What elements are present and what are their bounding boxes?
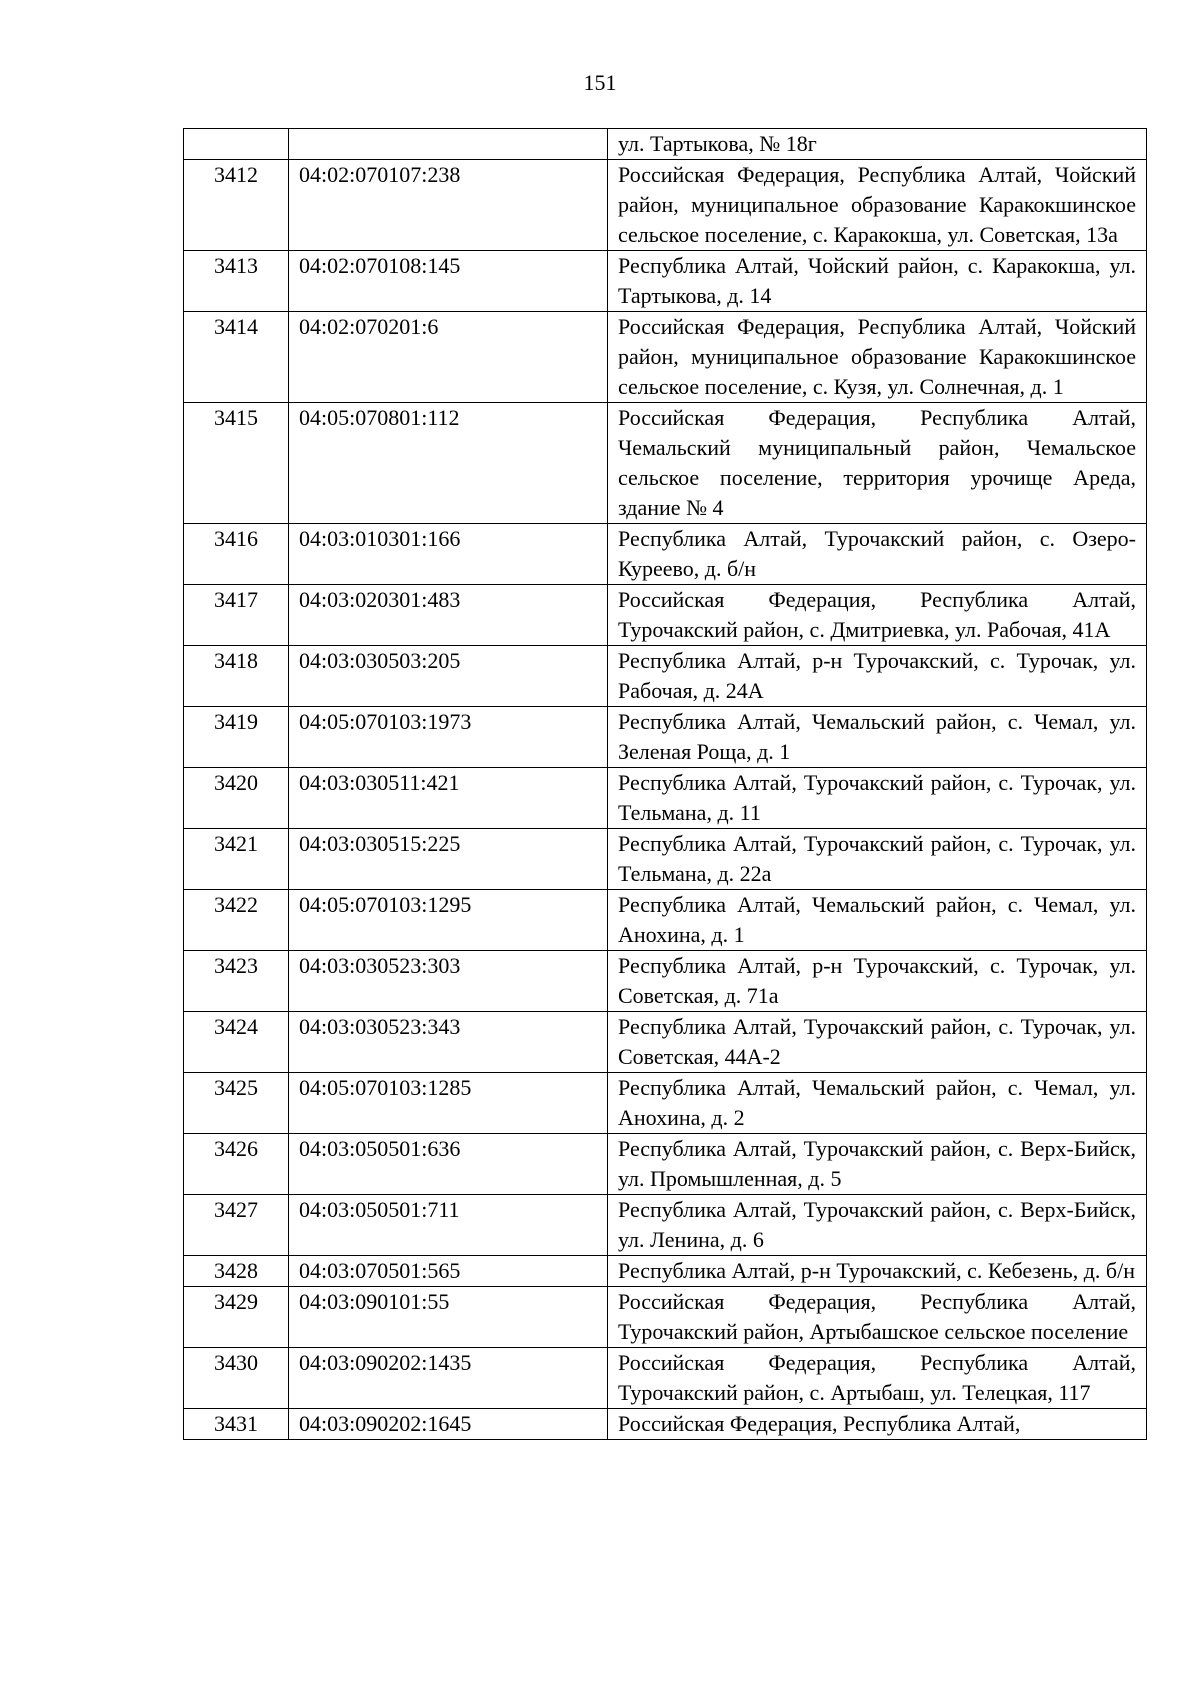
row-number-cell: 3414 bbox=[184, 312, 289, 403]
table-row bbox=[184, 1195, 1147, 1256]
address-cell: Республика Алтай, р-н Турочакский, с. Турочак, ул. Рабочая, д. 24А bbox=[608, 646, 1147, 707]
table-row bbox=[184, 1012, 1147, 1073]
cadastral-number-cell: 04:05:070103:1973 bbox=[289, 707, 608, 768]
cadastral-number-cell: 04:05:070801:112 bbox=[289, 403, 608, 524]
registry-table bbox=[183, 128, 1147, 1440]
table-row bbox=[184, 1073, 1147, 1134]
cadastral-number-cell: 04:03:030515:225 bbox=[289, 829, 608, 890]
address-cell: Российская Федерация, Республика Алтай, Турочакский район, с. Артыбаш, ул. Телецкая, 117 bbox=[608, 1348, 1147, 1409]
address-cell: Республика Алтай, Чемальский район, с. Чемал, ул. Анохина, д. 2 bbox=[608, 1073, 1147, 1134]
address-cell: Российская Федерация, Республика Алтай, Турочакский район, с. Дмитриевка, ул. Рабочая, 41А bbox=[608, 585, 1147, 646]
row-number-cell: 3428 bbox=[184, 1256, 289, 1287]
address-cell: Республика Алтай, Турочакский район, с. Верх-Бийск, ул. Ленина, д. 6 bbox=[608, 1195, 1147, 1256]
address-cell: Республика Алтай, Турочакский район, с. Турочак, ул. Тельмана, д. 22а bbox=[608, 829, 1147, 890]
cadastral-number-cell: 04:03:090202:1645 bbox=[289, 1409, 608, 1440]
cadastral-number-cell: 04:03:030523:343 bbox=[289, 1012, 608, 1073]
table-row bbox=[184, 251, 1147, 312]
cadastral-number-cell bbox=[289, 129, 608, 160]
row-number-cell: 3431 bbox=[184, 1409, 289, 1440]
row-number-cell bbox=[184, 129, 289, 160]
address-cell: Республика Алтай, р-н Турочакский, с. Турочак, ул. Советская, д. 71а bbox=[608, 951, 1147, 1012]
table-row bbox=[184, 707, 1147, 768]
table-row bbox=[184, 1256, 1147, 1287]
address-cell: Российская Федерация, Республика Алтай, bbox=[608, 1409, 1147, 1440]
table-row bbox=[184, 768, 1147, 829]
row-number-cell: 3427 bbox=[184, 1195, 289, 1256]
table-row bbox=[184, 160, 1147, 251]
address-cell: Российская Федерация, Республика Алтай, Чойский район, муниципальное образование Каракокшинское сельское поселение, с. Каракокша, ул. Советская, 13а bbox=[608, 160, 1147, 251]
cadastral-number-cell: 04:03:070501:565 bbox=[289, 1256, 608, 1287]
cadastral-number-cell: 04:05:070103:1285 bbox=[289, 1073, 608, 1134]
table-row bbox=[184, 890, 1147, 951]
table-row bbox=[184, 585, 1147, 646]
table-row bbox=[184, 951, 1147, 1012]
table-row bbox=[184, 1134, 1147, 1195]
address-cell: Российская Федерация, Республика Алтай, Чойский район, муниципальное образование Каракокшинское сельское поселение, с. Кузя, ул. Солнечная, д. 1 bbox=[608, 312, 1147, 403]
table-row bbox=[184, 646, 1147, 707]
row-number-cell: 3419 bbox=[184, 707, 289, 768]
row-number-cell: 3422 bbox=[184, 890, 289, 951]
row-number-cell: 3417 bbox=[184, 585, 289, 646]
cadastral-number-cell: 04:03:050501:636 bbox=[289, 1134, 608, 1195]
row-number-cell: 3426 bbox=[184, 1134, 289, 1195]
row-number-cell: 3429 bbox=[184, 1287, 289, 1348]
cadastral-number-cell: 04:03:020301:483 bbox=[289, 585, 608, 646]
cadastral-number-cell: 04:03:030523:303 bbox=[289, 951, 608, 1012]
table-row bbox=[184, 129, 1147, 160]
table-row bbox=[184, 1348, 1147, 1409]
address-cell: Республика Алтай, Турочакский район, с. Турочак, ул. Советская, 44А-2 bbox=[608, 1012, 1147, 1073]
row-number-cell: 3413 bbox=[184, 251, 289, 312]
address-cell: Российская Федерация, Республика Алтай, Чемальский муниципальный район, Чемальское сельское поселение, территория урочище Ареда, здание № 4 bbox=[608, 403, 1147, 524]
page-number: 151 bbox=[583, 70, 617, 95]
table-row bbox=[184, 312, 1147, 403]
row-number-cell: 3425 bbox=[184, 1073, 289, 1134]
table-row bbox=[184, 524, 1147, 585]
address-cell: Республика Алтай, Турочакский район, с. Верх-Бийск, ул. Промышленная, д. 5 bbox=[608, 1134, 1147, 1195]
table-row bbox=[184, 403, 1147, 524]
cadastral-number-cell: 04:05:070103:1295 bbox=[289, 890, 608, 951]
registry-table-body bbox=[184, 129, 1147, 1440]
row-number-cell: 3430 bbox=[184, 1348, 289, 1409]
address-cell: Республика Алтай, р-н Турочакский, с. Кебезень, д. б/н bbox=[608, 1256, 1147, 1287]
row-number-cell: 3423 bbox=[184, 951, 289, 1012]
cadastral-number-cell: 04:03:010301:166 bbox=[289, 524, 608, 585]
table-row bbox=[184, 1287, 1147, 1348]
cadastral-number-cell: 04:03:030511:421 bbox=[289, 768, 608, 829]
address-cell: Республика Алтай, Турочакский район, с. Турочак, ул. Тельмана, д. 11 bbox=[608, 768, 1147, 829]
row-number-cell: 3418 bbox=[184, 646, 289, 707]
row-number-cell: 3421 bbox=[184, 829, 289, 890]
cadastral-number-cell: 04:03:050501:711 bbox=[289, 1195, 608, 1256]
address-cell: Республика Алтай, Чемальский район, с. Чемал, ул. Зеленая Роща, д. 1 bbox=[608, 707, 1147, 768]
address-cell: Республика Алтай, Чойский район, с. Каракокша, ул. Тартыкова, д. 14 bbox=[608, 251, 1147, 312]
cadastral-number-cell: 04:02:070107:238 bbox=[289, 160, 608, 251]
cadastral-number-cell: 04:02:070201:6 bbox=[289, 312, 608, 403]
cadastral-number-cell: 04:03:090101:55 bbox=[289, 1287, 608, 1348]
row-number-cell: 3420 bbox=[184, 768, 289, 829]
cadastral-number-cell: 04:03:090202:1435 bbox=[289, 1348, 608, 1409]
table-row bbox=[184, 829, 1147, 890]
row-number-cell: 3416 bbox=[184, 524, 289, 585]
cadastral-number-cell: 04:02:070108:145 bbox=[289, 251, 608, 312]
row-number-cell: 3415 bbox=[184, 403, 289, 524]
address-cell: Российская Федерация, Республика Алтай, Турочакский район, Артыбашское сельское поселение bbox=[608, 1287, 1147, 1348]
row-number-cell: 3412 bbox=[184, 160, 289, 251]
row-number-cell: 3424 bbox=[184, 1012, 289, 1073]
cadastral-number-cell: 04:03:030503:205 bbox=[289, 646, 608, 707]
table-row bbox=[184, 1409, 1147, 1440]
address-cell: Республика Алтай, Чемальский район, с. Чемал, ул. Анохина, д. 1 bbox=[608, 890, 1147, 951]
address-cell: ул. Тартыкова, № 18г bbox=[608, 129, 1147, 160]
address-cell: Республика Алтай, Турочакский район, с. Озеро-Куреево, д. б/н bbox=[608, 524, 1147, 585]
